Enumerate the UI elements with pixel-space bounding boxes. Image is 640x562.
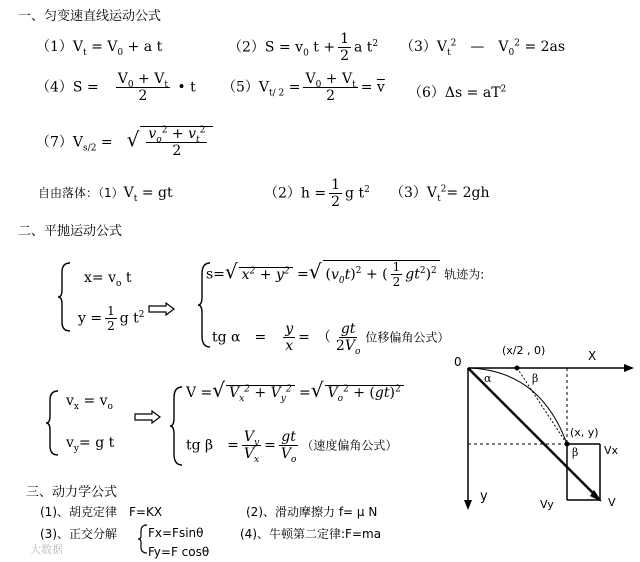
- beta-label-bottom: β: [572, 446, 579, 459]
- trajectory-label: 轨迹为:: [444, 267, 485, 282]
- formula-7: $(7)V_{s/2}$ = √ $\frac{v_o^2 + v_t^2}{2}$: [36, 126, 213, 158]
- formula-number: （4）: [36, 79, 73, 96]
- implies-arrow-2: [134, 410, 162, 424]
- eq-v: V =√ $V_x^2 + V_y^2$ =√ $V_o^2 + (gt)^2$: [186, 380, 404, 400]
- freefall-3: $(3)V_t^2= 2gh$: [390, 184, 490, 204]
- formula-6: $(6)\Delta s = aT^2$: [408, 84, 507, 101]
- velocity-angle-note: （速度偏角公式）: [301, 438, 398, 453]
- newton-second-law: (4)、牛顿第二定律:F=ma: [240, 527, 382, 541]
- eq-tg-beta: tg β = $\frac{V_y}{V_x}$ = $\frac{gt}{V_o}$ （速度偏角公式）: [186, 429, 398, 465]
- eq-x: $x= v_o$ t: [84, 270, 132, 289]
- beta-label-top: β: [532, 372, 539, 385]
- x-axis-arrow: [624, 364, 634, 372]
- projectile-diagram: [440, 340, 640, 520]
- section3-title: 三、动力学公式: [26, 485, 118, 500]
- position-dot: [565, 442, 570, 447]
- midpoint-label: (x/2 , 0): [502, 344, 546, 357]
- fy-eq: Fy=F cosθ: [148, 545, 210, 559]
- vy-label: Vy: [540, 498, 554, 511]
- eq-s: s=√ $x^2 + y^2$ =√ $(v_0t)^2$ + ( $\frac{1}{2}$ $gt^2)^2$ 轨迹为:: [206, 259, 485, 289]
- fx-eq: Fx=Fsinθ: [148, 526, 204, 540]
- displacement-angle-note: 位移偏角公式）: [365, 330, 450, 345]
- orthogonal-decomposition: (3)、正交分解: [40, 527, 117, 541]
- left-brace-1: [58, 262, 72, 332]
- freefall-label: 自由落体：（1）: [38, 186, 124, 200]
- section1-title: 一、匀变速直线运动公式: [18, 9, 162, 24]
- formula-2: $(2)S = v_0$ t + $\frac{1}{2}$ a $t^2$: [228, 31, 379, 64]
- formula-number: （2）: [264, 185, 301, 202]
- implies-arrow-1: [148, 302, 176, 316]
- formula-number: （1）: [36, 39, 73, 55]
- alpha-label: α: [484, 372, 492, 385]
- x-axis-label: X: [588, 349, 597, 363]
- eq-y: y = $\frac{1}{2}$ g $t^2$: [78, 304, 145, 333]
- y-axis-label: y: [480, 489, 488, 504]
- vx-label: Vx: [604, 444, 619, 457]
- formula-number: （5）: [222, 79, 259, 96]
- watermark: 大数据: [30, 543, 63, 556]
- friction-law: (2)、滑动摩擦力 f= μ N: [246, 505, 378, 519]
- eq-tg-alpha: tg α = $\frac{y}{x}$ = （ $\frac{gt}{2V_o}$ 位移偏角公式）: [212, 321, 450, 357]
- point-label: (x, y): [570, 426, 599, 439]
- origin-label: 0: [454, 355, 462, 369]
- formula-number: （3）: [400, 39, 437, 55]
- eq-vx: $v_x = v_o$: [66, 393, 113, 412]
- midpoint-dot: [515, 366, 520, 371]
- formula-1: $(1)V_t = V_0 + a$ t: [36, 39, 163, 58]
- formula-6-text: Δs = aT: [444, 85, 501, 101]
- eq-vy: $v_y= g$ t: [66, 435, 115, 454]
- freefall-2: （2）h = $\frac{1}{2}$ g $t^2$: [264, 177, 370, 210]
- section2-title: 二、平抛运动公式: [18, 224, 123, 239]
- formula-5: $(5)V_{t/ 2}$ = $\frac{V_0 + V_t}{2}$ = $\overline{v}$: [222, 71, 385, 104]
- formula-3: $(3)V_t^2$ — $V_0^2 = 2as$: [400, 38, 566, 58]
- freefall-row: 自由落体：$(1)V_t$ = gt: [38, 185, 173, 204]
- decomposition-brace: [138, 524, 148, 554]
- formula-number: （2）: [228, 39, 265, 56]
- formula-4: （4）S = $\frac{V_0 + V_t}{2}$ • t: [36, 71, 196, 104]
- trajectory-curve: [468, 368, 567, 444]
- left-brace-4: [170, 386, 184, 466]
- y-axis-arrow: [464, 500, 472, 510]
- formula-number: （3）: [390, 185, 427, 201]
- formula-number: （7）: [36, 134, 73, 151]
- v-label: V: [608, 496, 616, 509]
- formula-number: （6）: [408, 85, 445, 101]
- hooke-law: (1)、胡克定律 F=KX: [40, 505, 163, 519]
- left-brace-3: [46, 390, 60, 456]
